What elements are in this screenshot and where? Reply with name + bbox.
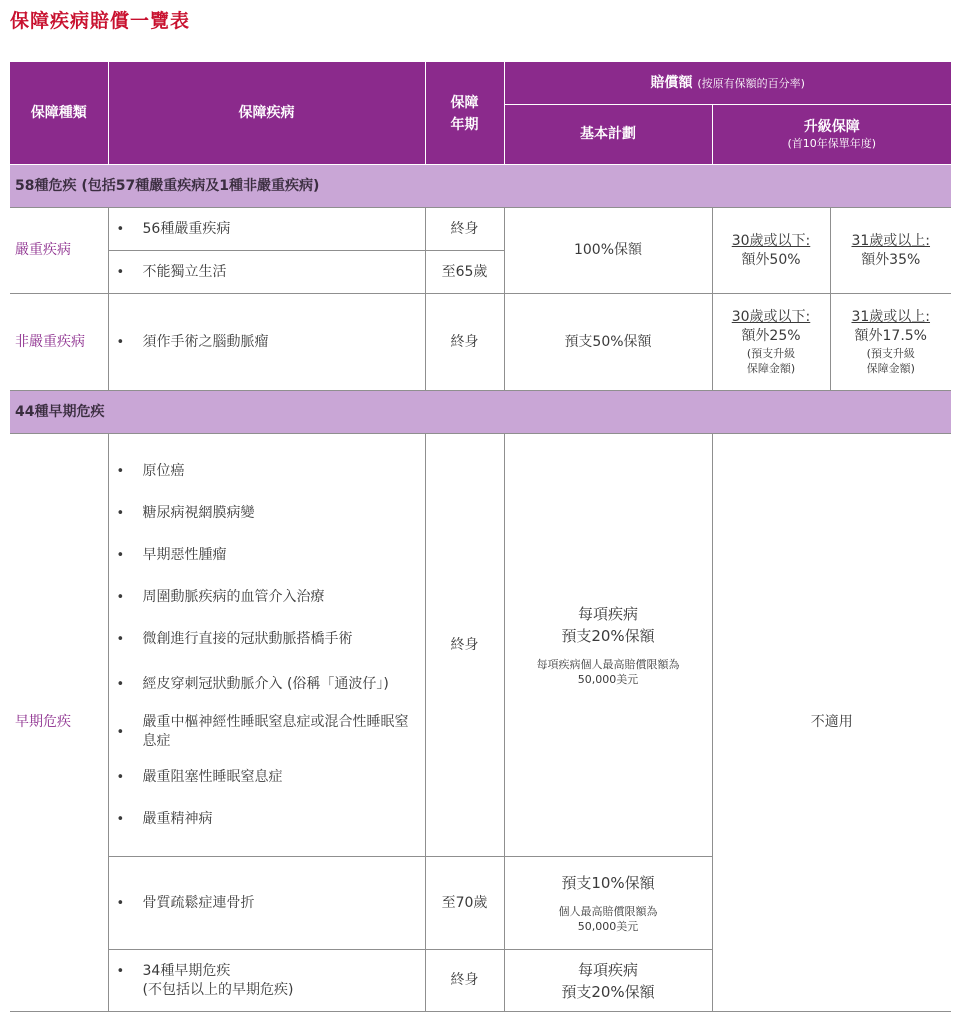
basic-non-severe: 預支50%保額 [504, 294, 712, 391]
list-item: • 糖尿病視網膜病變 [116, 504, 255, 521]
list-item: • 嚴重精神病 [116, 810, 213, 827]
list-item: • 嚴重阻塞性睡眠窒息症 [116, 768, 283, 785]
upgrade-young-value: 額外25% [741, 328, 801, 344]
basic-note: 每項疾病個人最高賠償限額為 50,000美元 [536, 658, 680, 686]
bullet: • [116, 631, 125, 647]
header-upgrade [712, 105, 951, 165]
condition-row [108, 208, 425, 251]
bullet: • [116, 264, 125, 280]
period-cell: 終身 [425, 950, 504, 1012]
upgrade-old-note: (預支升級 保障金額) [866, 347, 915, 375]
header-period-text: 保障 年期 [450, 94, 479, 133]
upgrade-old-severe [830, 208, 951, 294]
upgrade-not-applicable: 不適用 [712, 434, 951, 1012]
upgrade-old-value: 額外17.5% [854, 328, 927, 344]
page-title: 保障疾病賠償一覽表 [10, 10, 191, 32]
condition-row [108, 950, 425, 1012]
basic-note: 個人最高賠償限額為 50,000美元 [558, 905, 658, 933]
upgrade-young-value: 額外50% [741, 251, 801, 268]
upgrade-young-non-severe [712, 294, 830, 391]
bullet: • [116, 676, 125, 692]
bullet: • [116, 963, 125, 979]
list-item: • 早期惡性腫瘤 [116, 546, 227, 563]
condition-name: 骨質疏鬆症連骨折 [142, 894, 255, 911]
condition-name: 34種早期危疾 (不包括以上的早期危疾) [142, 962, 294, 998]
bullet: • [116, 221, 125, 237]
age-old-label: 31歲或以上: [851, 309, 931, 325]
header-payout [504, 63, 951, 105]
period-cell: 至70歲 [425, 857, 504, 950]
condition-row [108, 857, 425, 950]
header-payout-note: (按原有保額的百分率) [697, 77, 805, 90]
basic-early-group2 [504, 857, 712, 950]
age-old-label: 31歲或以上: [851, 232, 931, 249]
condition-list [108, 434, 425, 857]
bullet: • [116, 463, 125, 479]
header-type: 保障種類 [10, 63, 108, 165]
bullet: • [116, 895, 125, 911]
category-early: 早期危疾 [10, 434, 108, 1012]
period-cell: 終身 [425, 294, 504, 391]
header-basic: 基本計劃 [504, 105, 712, 165]
list-item: • 原位癌 [116, 462, 185, 479]
category-severe: 嚴重疾病 [10, 208, 108, 294]
section-title-early: 44種早期危疾 [10, 391, 951, 434]
category-non-severe: 非嚴重疾病 [10, 294, 108, 391]
condition-row [108, 251, 425, 294]
upgrade-young-note: (預支升級 保障金額) [746, 347, 796, 375]
header-upgrade-label: 升級保障 [803, 119, 860, 135]
basic-line1: 預支10%保額 [561, 874, 655, 892]
bullet: • [116, 505, 125, 521]
condition-name: 須作手術之腦動脈瘤 [142, 333, 269, 350]
list-item: • 經皮穿刺冠狀動脈介入 (俗稱「通波仔」) [116, 675, 389, 692]
period-cell: 終身 [425, 434, 504, 857]
header-period [425, 63, 504, 165]
upgrade-young-severe [712, 208, 830, 294]
list-item: • 嚴重中樞神經性睡眠窒息症或混合性睡眠窒息症 [116, 714, 409, 749]
list-item: • 周圍動脈疾病的血管介入治療 [116, 588, 325, 605]
bullet: • [116, 334, 125, 350]
age-young-label: 30歲或以下: [731, 232, 811, 249]
basic-severe: 100%保額 [504, 208, 712, 294]
header-payout-label: 賠償額 [650, 75, 693, 91]
upgrade-old-value: 額外35% [861, 251, 921, 268]
list-item: • 微創進行直接的冠狀動脈搭橋手術 [116, 630, 353, 647]
upgrade-old-non-severe [830, 294, 951, 391]
basic-line1: 每項疾病 [577, 960, 638, 979]
header-disease: 保障疾病 [108, 63, 425, 165]
period-cell: 至65歲 [425, 251, 504, 294]
basic-line2: 預支20%保額 [561, 627, 655, 645]
condition-name: 56種嚴重疾病 [142, 220, 231, 237]
bullet: • [116, 547, 125, 563]
condition-name: 不能獨立生活 [142, 263, 227, 280]
period-cell: 終身 [425, 208, 504, 251]
basic-line2: 預支20%保額 [561, 982, 655, 1001]
bullet: • [116, 589, 125, 605]
section-title-critical: 58種危疾 (包括57種嚴重疾病及1種非嚴重疾病) [10, 165, 951, 208]
bullet: • [116, 811, 125, 827]
age-young-label: 30歲或以下: [731, 309, 811, 325]
bullet: • [116, 769, 125, 785]
condition-row [108, 294, 425, 391]
basic-line1: 每項疾病 [577, 605, 638, 623]
header-upgrade-note: (首10年保單年度) [787, 137, 877, 150]
bullet: • [116, 724, 125, 740]
basic-early-group1 [504, 434, 712, 857]
basic-early-group3 [504, 950, 712, 1012]
coverage-table [10, 62, 951, 1012]
